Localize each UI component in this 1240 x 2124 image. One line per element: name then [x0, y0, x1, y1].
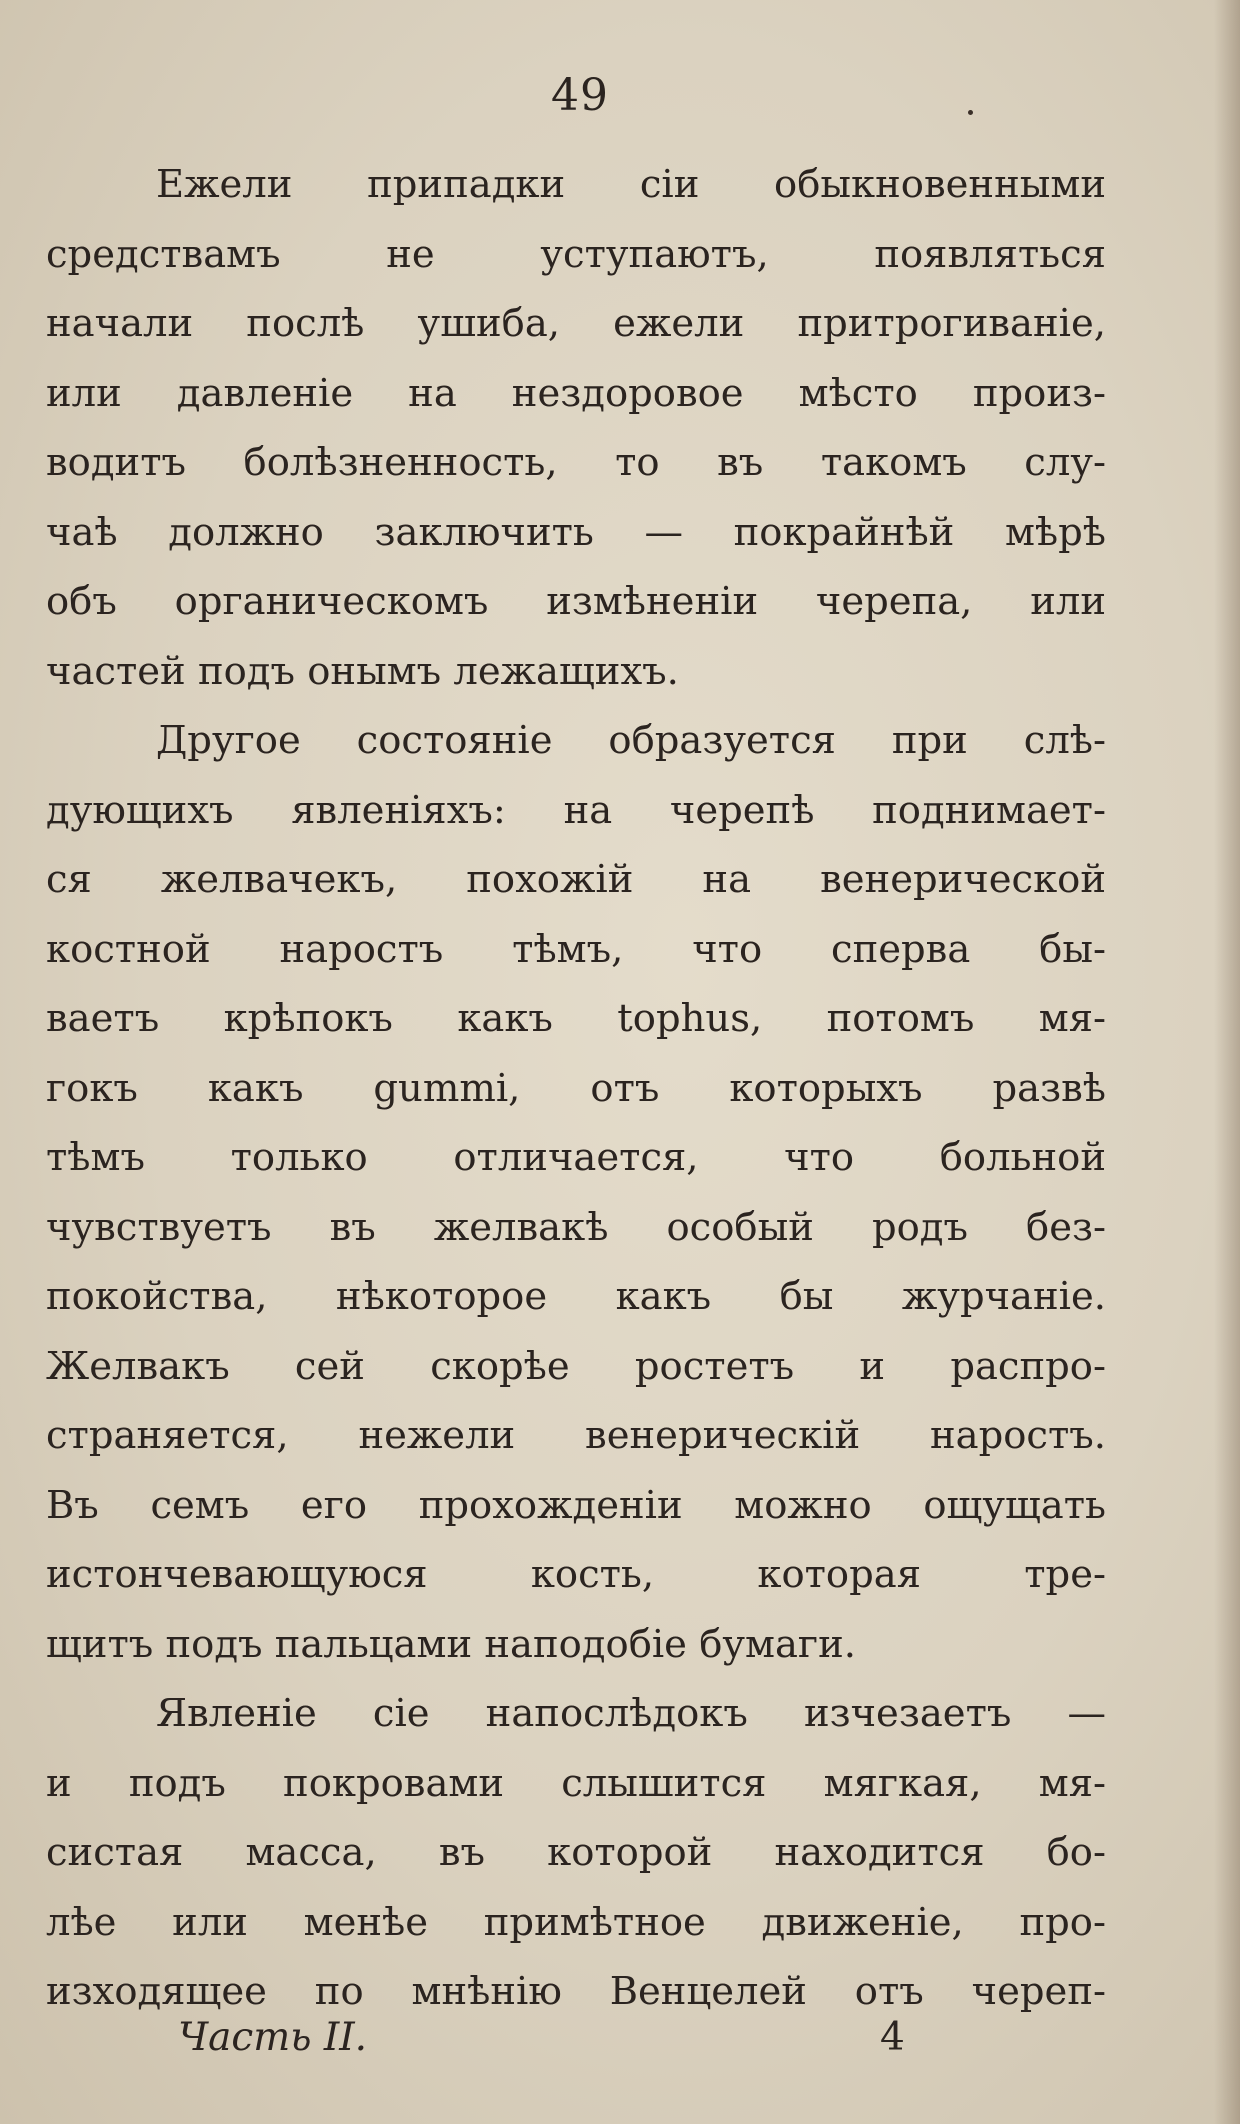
text-line: лѣе или менѣе примѣтное движеніе, про- [46, 1899, 1106, 1945]
text-line: начали послѣ ушиба, ежели притрогиваніе, [46, 301, 1106, 346]
text-line: щитъ подъ пальцами наподобіе бумаги. [46, 1621, 857, 1667]
text-line: Въ семъ его прохожденіи можно ощущать [46, 1482, 1106, 1528]
signature-mark: 4 [880, 2015, 905, 2060]
text-line: страняется, нежели венерическій наростъ. [46, 1413, 1106, 1458]
ink-speck [968, 110, 973, 115]
text-line: ваетъ крѣпокъ какъ tophus, потомъ мя- [46, 996, 1106, 1041]
text-line: объ органическомъ измѣненіи черепа, или [46, 579, 1106, 624]
text-line: изходящее по мнѣнію Венцелей отъ череп- [46, 1969, 1106, 2014]
text-line: чаѣ должно заключить — покрайнѣй мѣрѣ [46, 509, 1106, 555]
text-line: дующихъ явленіяхъ: на черепѣ поднимает- [46, 787, 1106, 833]
text-line: и подъ покровами слышится мягкая, мя- [46, 1760, 1106, 1806]
text-line: Желвакъ сей скорѣе ростетъ и распро- [46, 1343, 1106, 1389]
paragraph-3 [46, 1679, 1106, 2027]
text-line: систая масса, въ которой находится бо- [46, 1830, 1106, 1875]
text-line: средствамъ не уступаютъ, появляться [46, 231, 1106, 277]
text-line: истончевающуюся кость, которая тре- [46, 1552, 1106, 1597]
paragraph-1 [46, 150, 1106, 706]
text-line: гокъ какъ gummi, отъ которыхъ развѣ [46, 1065, 1106, 1111]
body-text [46, 150, 1106, 2027]
text-line: чувствуетъ въ желвакѣ особый родъ без- [46, 1204, 1106, 1250]
page-number: 49 [551, 70, 609, 121]
text-line: частей подъ онымъ лежащихъ. [46, 648, 679, 694]
text-line: Ежели припадки сіи обыкновенными [156, 162, 1106, 207]
text-line: костной наростъ тѣмъ, что сперва бы- [46, 926, 1106, 972]
text-line: Явленіе сіе напослѣдокъ изчезаетъ — [156, 1691, 1106, 1736]
page-edge-shadow [1214, 0, 1240, 2124]
text-line: Другое состояніе образуется при слѣ- [156, 718, 1106, 763]
text-line: тѣмъ только отличается, что больной [46, 1135, 1106, 1180]
part-label: Часть II. [178, 2015, 368, 2060]
text-line: покойства, нѣкоторое какъ бы журчаніе. [46, 1274, 1106, 1319]
text-line: ся желвачекъ, похожій на венерической [46, 857, 1106, 902]
text-line: водитъ болѣзненность, то въ такомъ слу- [46, 440, 1106, 485]
text-line: или давленіе на нездоровое мѣсто произ- [46, 370, 1106, 416]
paragraph-2 [46, 706, 1106, 1679]
